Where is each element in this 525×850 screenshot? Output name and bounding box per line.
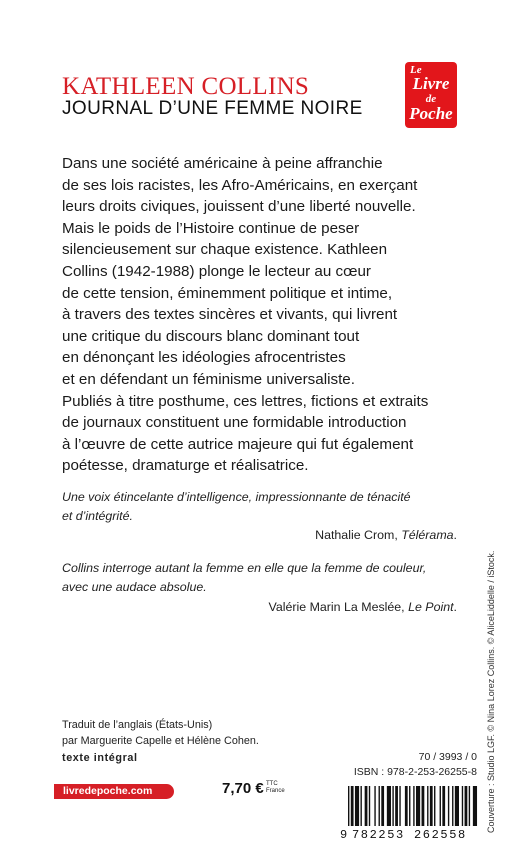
description-line: une critique du discours blanc dominant tout [62,327,360,345]
barcode-bar [413,786,414,826]
translation-credit [62,718,259,749]
barcode-bar [392,786,393,826]
review-source-1 [315,528,457,542]
barcode-group-2: 262558 [414,828,467,842]
logo-line-1: Le [410,64,422,76]
website-link[interactable]: livredepoche.com [54,784,174,799]
reference-number: 70 / 3993 / 0 [418,751,477,763]
integral-text-label: texte intégral [62,752,138,764]
barcode-bar [374,786,375,826]
description-line: Dans une société américaine à peine affranchie [62,155,383,172]
barcode-bar [355,786,359,826]
review-end: . [453,528,457,542]
book-title: JOURNAL D’UNE FEMME NOIRE [62,98,363,119]
price-note-ttc: TTC [266,781,278,787]
barcode-bar [379,786,380,826]
barcode-bar [387,786,391,826]
review-publication: Le Point [408,600,454,614]
barcode-bar [365,786,368,826]
barcode-bar [452,786,453,826]
barcode-bar [469,786,470,826]
barcode-bar [395,786,398,826]
barcode-bar [462,786,463,826]
barcode-bar [399,786,400,826]
barcode-bar [427,786,428,826]
cover-credit: Couverture : Studio LGF. © Nina Lorez Collins. © AliceLiddelle / iStock. [486,550,496,833]
description-line: Collins (1942-1988) plonge le lecteur au cœur [62,262,371,280]
description-line: leurs droits civiques, jouissent d’une liberté nouvelle. [62,198,416,216]
description-line: Publiés à titre posthume, ces lettres, fictions et extraits [62,392,429,410]
barcode-group-1: 782253 [352,828,405,842]
review-author: Valérie Marin La Meslée, [268,600,409,614]
barcode-bar [473,786,477,826]
review-author: Nathalie Crom, [315,528,402,542]
price-note-france: France [266,787,285,794]
quote-line: Une voix étincelante d’intelligence, impressionnante de ténacité [62,490,411,504]
logo-line-2: Livre [412,74,450,93]
review-quote-1 [62,488,467,526]
description-line: de ses lois racistes, les Afro-Américains, en exerçant [62,176,418,194]
barcode-bar [405,786,408,826]
barcode-bar [430,786,433,826]
barcode-bar [360,786,361,826]
barcode-bar [381,786,384,826]
quote-line: avec une audace absolue. [62,580,207,594]
barcode-bar [442,786,445,826]
description-line: en dénonçant les idéologies afrocentristes [62,349,346,367]
description-line: et en défendant un féminisme universaliste. [62,370,355,388]
description-line: à l’œuvre de cette autrice majeure qui fut également [62,435,414,453]
barcode-bar [416,786,420,826]
book-description [62,153,482,477]
barcode-bar [448,786,449,826]
barcode-bar [434,786,435,826]
review-publication: Télérama [401,528,454,542]
barcode-bar [455,786,459,826]
review-source-2 [269,600,458,614]
barcode-bar [465,786,468,826]
description-line: Mais le poids de l’Histoire continue de peser [62,219,360,237]
review-end: . [453,600,457,614]
isbn: ISBN : 978-2-253-26255-8 [353,766,477,778]
barcode-lead-digit: 9 [340,828,348,842]
barcode-bar [422,786,425,826]
description-line: de journaux constituent une formidable introduction [62,414,407,432]
barcode-bar [369,786,370,826]
barcode-bar [348,786,349,826]
description-line: de cette tension, éminemment politique et intime, [62,284,393,302]
barcode-bar [440,786,441,826]
price: 7,70 € [222,780,264,797]
publisher-logo [405,62,457,128]
barcode-bar [409,786,410,826]
translation-line: par Marguerite Capelle et Hélène Cohen. [62,734,259,747]
description-line: silencieusement sur chaque existence. Kathleen [62,241,388,259]
quote-line: Collins interroge autant la femme en elle que la femme de couleur, [62,561,427,575]
review-quote-2 [62,559,467,597]
description-line: poétesse, dramaturge et réalisatrice. [62,457,309,475]
price-note [266,781,285,794]
description-line: à travers des textes sincères et vivants, qui livrent [62,306,398,324]
barcode-bar [351,786,354,826]
quote-line: et d’intégrité. [62,509,133,523]
logo-line-4: Poche [409,104,453,123]
logo-line-3: de [425,93,437,105]
barcode-digits [338,824,478,842]
author-name: KATHLEEN COLLINS [62,73,310,100]
translation-line: Traduit de l’anglais (États-Unis) [62,719,213,731]
barcode [338,786,478,826]
